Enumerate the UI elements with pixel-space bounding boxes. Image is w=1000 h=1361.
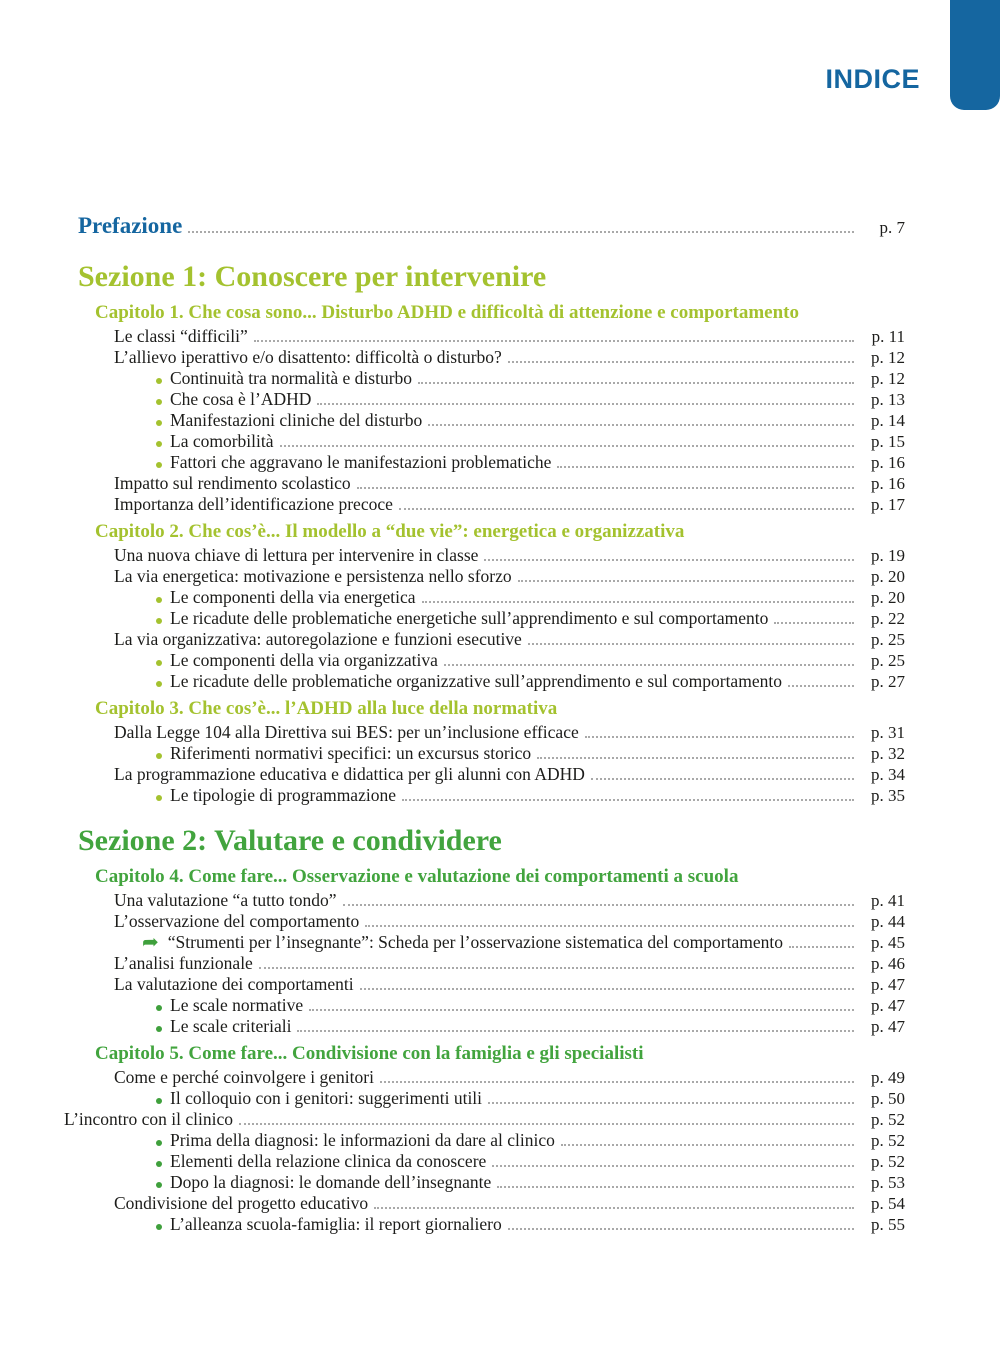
toc-entry [156,608,905,629]
dotted-leader [317,403,854,405]
dotted-leader [561,1144,854,1146]
toc-entry [114,347,905,368]
blue-bookmark-tab [950,0,1000,110]
table-of-contents [64,212,905,1235]
dotted-leader [343,904,854,906]
toc-entry [114,566,905,587]
toc-entry-label: L’osservazione del comportamento [114,911,360,931]
toc-entry [114,326,905,347]
bullet-icon [156,753,162,759]
curved-arrow-icon: ➥ [142,931,159,953]
page-number: p. 19 [871,546,905,565]
page-number: p. 27 [871,672,905,691]
page-title: INDICE [825,64,920,94]
toc-entry-label: Le ricadute delle problematiche energetiche sull’apprendimento e sul comportamento [170,608,769,628]
page-number: p. 12 [871,348,905,367]
toc-entry-label: Una nuova chiave di lettura per intervenire in classe [114,545,479,565]
toc-entry-label: Manifestazioni cliniche del disturbo [170,410,423,430]
bullet-icon [156,441,162,447]
page-number: p. 16 [871,474,905,493]
toc-entry-label: Le ricadute delle problematiche organizzative sull’apprendimento e sul comportamento [170,671,782,691]
toc-entry [114,911,905,932]
page-number: p. 55 [871,1215,905,1234]
toc-entry-label: La programmazione educativa e didattica per gli alunni con ADHD [114,764,585,784]
page-number: p. 25 [871,651,905,670]
toc-entry-label: La via energetica: motivazione e persistenza nello sforzo [114,566,512,586]
dotted-leader [774,622,854,624]
toc-entry-label: La via organizzativa: autoregolazione e funzioni esecutive [114,629,522,649]
dotted-leader [508,361,854,363]
bullet-icon [156,660,162,666]
page-number: p. 52 [871,1131,905,1150]
toc-entry-label: Come e perché coinvolgere i genitori [114,1067,374,1087]
page-number: p. 44 [871,912,905,931]
toc-entry-label: Le tipologie di programmazione [170,785,396,805]
dotted-leader [374,1207,854,1209]
dotted-leader [365,925,854,927]
toc-entry-label: Le classi “difficili” [114,326,248,346]
toc-entry [114,722,905,743]
toc-entry [114,629,905,650]
dotted-leader [518,580,854,582]
toc-entry [156,650,905,671]
toc-entry [156,743,905,764]
page-number: p. 35 [871,786,905,805]
page-number: p. 16 [871,453,905,472]
toc-entry-label: Importanza dell’identificazione precoce [114,494,393,514]
bullet-icon [156,597,162,603]
dotted-leader [789,946,854,948]
page-number: p. 20 [871,588,905,607]
toc-entry [114,953,905,974]
dotted-leader [585,736,854,738]
dotted-leader [280,445,854,447]
page-number: p. 25 [871,630,905,649]
page-number: p. 32 [871,744,905,763]
bullet-icon [156,420,162,426]
bullet-icon [156,399,162,405]
section-heading: Sezione 2: Valutare e condividere [78,824,502,857]
bullet-icon [156,1140,162,1146]
page-number: p. 41 [871,891,905,910]
chapter-heading: Capitolo 2. Che cos’è... Il modello a “due vie”: energetica e organizzativa [95,521,685,542]
page-number: p. 46 [871,954,905,973]
toc-entry [114,764,905,785]
page-number: p. 12 [871,369,905,388]
page-number: p. 13 [871,390,905,409]
dotted-leader [788,685,854,687]
dotted-leader [591,778,854,780]
bullet-icon [156,795,162,801]
chapter-heading: Capitolo 3. Che cos’è... l’ADHD alla luce della normativa [95,698,558,719]
toc-entry-label: Dalla Legge 104 alla Direttiva sui BES: per un’inclusione efficace [114,722,579,742]
page-number: p. 45 [871,933,905,952]
dotted-leader [488,1102,854,1104]
dotted-leader [188,231,854,233]
chapter-heading: Capitolo 5. Come fare... Condivisione con la famiglia e gli specialisti [95,1043,644,1064]
bullet-icon [156,1182,162,1188]
toc-entry-label: Impatto sul rendimento scolastico [114,473,351,493]
toc-entry-label: Dopo la diagnosi: le domande dell’insegnante [170,1172,492,1192]
dotted-leader [399,508,854,510]
page-number: p. 22 [871,609,905,628]
toc-entry-label: Le scale normative [170,995,304,1015]
page-number: p. 20 [871,567,905,586]
toc-entry [156,1214,905,1235]
dotted-leader [528,643,854,645]
dotted-leader [484,559,854,561]
chapter-heading: Capitolo 4. Come fare... Osservazione e valutazione dei comportamenti a scuola [95,866,739,887]
toc-entry [156,671,905,692]
dotted-leader [309,1009,854,1011]
toc-entry-label: Le scale criteriali [170,1016,292,1036]
toc-entry-label: Che cosa è l’ADHD [170,389,312,409]
bullet-icon [156,1224,162,1230]
bullet-icon [156,1005,162,1011]
toc-entry [156,1016,905,1037]
dotted-leader [557,466,854,468]
toc-entry-label: Fattori che aggravano le manifestazioni problematiche [170,452,552,472]
toc-entry [114,473,905,494]
toc-entry [156,1088,905,1109]
toc-entry-label: Prima della diagnosi: le informazioni da dare al clinico [170,1130,555,1150]
page-number: p. 49 [871,1068,905,1087]
page-number: p. 15 [871,432,905,451]
toc-row-prefazione [78,212,905,242]
dotted-leader [380,1081,854,1083]
toc-entry [114,1067,905,1088]
page-number: p. 34 [871,765,905,784]
dotted-leader [537,757,854,759]
dotted-leader [360,988,854,990]
toc-entry [156,995,905,1016]
bullet-icon [156,618,162,624]
toc-entry [156,410,905,431]
page-number: p. 52 [871,1152,905,1171]
bullet-icon [156,1098,162,1104]
toc-entry [114,494,905,515]
toc-entry [156,1172,905,1193]
bullet-icon [156,378,162,384]
toc-entry-label: La valutazione dei comportamenti [114,974,354,994]
page-number: p. 53 [871,1173,905,1192]
toc-entry-label: L’analisi funzionale [114,953,253,973]
page-number: p. 7 [879,218,905,237]
toc-entry-label: Le componenti della via energetica [170,587,416,607]
page-number: p. 11 [871,327,905,346]
toc-entry-label: Condivisione del progetto educativo [114,1193,369,1213]
dotted-leader [508,1228,854,1230]
dotted-leader [254,340,854,342]
toc-entry [114,890,905,911]
dotted-leader [492,1165,854,1167]
dotted-leader [402,799,854,801]
bullet-icon [156,1026,162,1032]
prefazione-label: Prefazione [78,213,183,238]
page-number: p. 54 [871,1194,905,1213]
toc-entry-label: Una valutazione “a tutto tondo” [114,890,337,910]
toc-sections [64,258,905,1235]
dotted-leader [297,1030,854,1032]
toc-entry-label: Continuità tra normalità e disturbo [170,368,413,388]
dotted-leader [444,664,854,666]
toc-entry [156,368,905,389]
page-number: p. 31 [871,723,905,742]
bullet-icon [156,462,162,468]
dotted-leader [422,601,854,603]
toc-entry [156,785,905,806]
toc-entry-label: Riferimenti normativi specifici: un excursus storico [170,743,532,763]
toc-entry [64,1109,905,1130]
chapter-heading: Capitolo 1. Che cosa sono... Disturbo ADHD e difficoltà di attenzione e comportamento [95,302,800,323]
toc-entry-label: Il colloquio con i genitori: suggerimenti utili [170,1088,483,1108]
toc-entry [156,389,905,410]
dotted-leader [357,487,854,489]
page-number: p. 52 [871,1110,905,1129]
toc-entry [156,452,905,473]
toc-entry-label: L’incontro con il clinico [64,1109,233,1129]
toc-entry-label: Le componenti della via organizzativa [170,650,438,670]
dotted-leader [428,424,854,426]
toc-entry [114,1193,905,1214]
toc-entry-label: L’alleanza scuola-famiglia: il report giornaliero [170,1214,502,1234]
bullet-icon [156,1161,162,1167]
page-number: p. 17 [871,495,905,514]
bullet-icon [156,681,162,687]
toc-entry-label: La comorbilità [170,431,274,451]
toc-entry [156,1151,905,1172]
dotted-leader [418,382,854,384]
toc-entry-label: L’allievo iperattivo e/o disattento: difficoltà o disturbo? [114,347,502,367]
toc-entry-label: Elementi della relazione clinica da conoscere [170,1151,487,1171]
page-number: p. 47 [871,1017,905,1036]
toc-entry [156,431,905,452]
page-number: p. 14 [871,411,905,430]
page-number: p. 50 [871,1089,905,1108]
dotted-leader [259,967,854,969]
toc-entry-label: “Strumenti per l’insegnante”: Scheda per l’osservazione sistematica del comportamento [167,932,783,952]
page-number: p. 47 [871,996,905,1015]
section-heading: Sezione 1: Conoscere per intervenire [78,260,547,293]
page-number: p. 47 [871,975,905,994]
toc-entry [156,1130,905,1151]
toc-entry [114,545,905,566]
toc-entry [142,932,905,953]
dotted-leader [239,1123,854,1125]
toc-entry [156,587,905,608]
dotted-leader [497,1186,854,1188]
toc-entry [114,974,905,995]
